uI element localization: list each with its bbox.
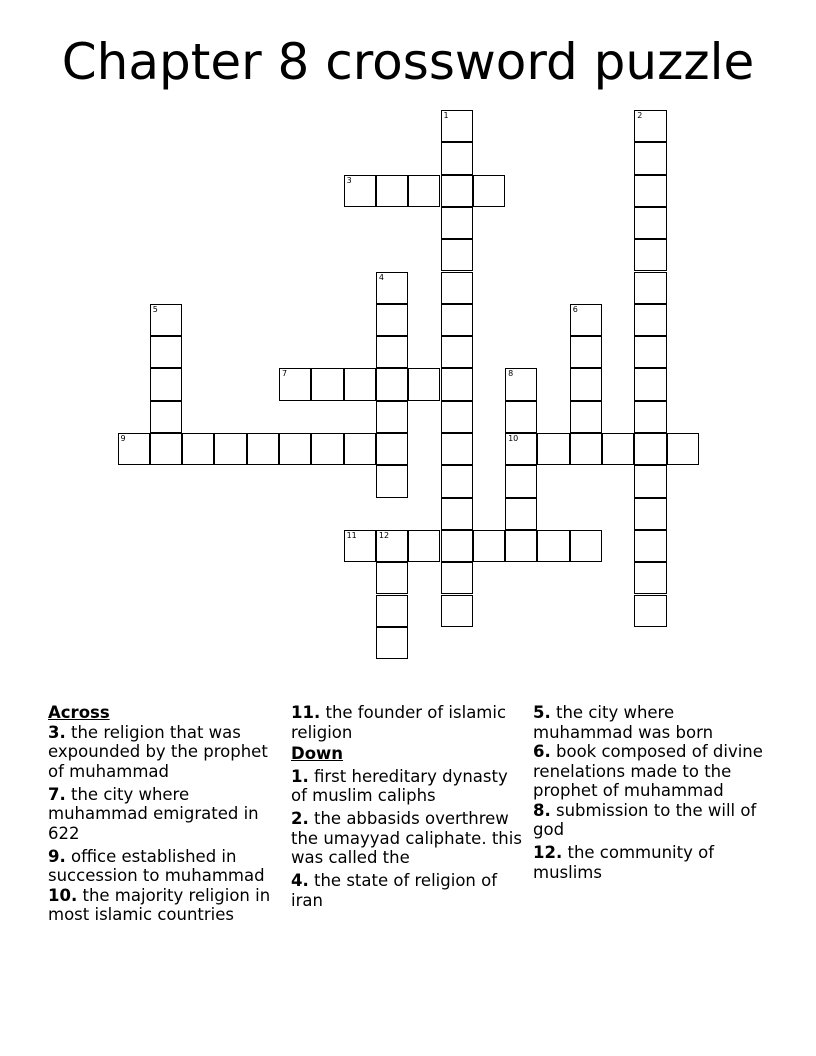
- clue-number: 7.: [48, 784, 66, 804]
- grid-cell[interactable]: [344, 530, 376, 562]
- clue-number: 4.: [291, 871, 309, 890]
- grid-cell[interactable]: [505, 465, 537, 497]
- grid-cell[interactable]: [441, 368, 473, 400]
- grid-cell[interactable]: [279, 433, 311, 465]
- clue-text: submission to the will of god: [533, 800, 757, 839]
- clue-number: 2.: [291, 809, 309, 828]
- grid-cell[interactable]: [505, 401, 537, 433]
- cell-number: 1: [443, 111, 449, 120]
- grid-cell[interactable]: [441, 530, 473, 562]
- cell-number: 8: [508, 369, 514, 379]
- clue-number: 9.: [48, 846, 66, 866]
- cell-number: 11: [346, 530, 357, 540]
- grid-cell[interactable]: [376, 595, 408, 627]
- grid-cell[interactable]: [505, 433, 537, 465]
- grid-cell[interactable]: [441, 401, 473, 433]
- grid-cell[interactable]: [634, 272, 666, 304]
- grid-cell[interactable]: [634, 110, 666, 142]
- grid-cell[interactable]: [441, 595, 473, 627]
- cell-number: 12: [378, 530, 390, 540]
- grid-cell[interactable]: [441, 272, 473, 304]
- grid-cell[interactable]: [634, 498, 666, 530]
- cell-number: 6: [572, 304, 578, 314]
- grid-cell[interactable]: [634, 465, 666, 497]
- clue-across-10: [48, 886, 284, 925]
- clue-across-9: [48, 847, 284, 886]
- grid-cell[interactable]: [441, 142, 473, 174]
- grid-cell[interactable]: [376, 562, 408, 594]
- grid-cell[interactable]: [634, 433, 666, 465]
- grid-cell[interactable]: [441, 433, 473, 465]
- grid-cell[interactable]: [311, 368, 343, 400]
- grid-cell[interactable]: [634, 175, 666, 207]
- clue-number: 5.: [533, 703, 551, 722]
- down-heading: Down: [291, 744, 344, 763]
- grid-cell[interactable]: [634, 368, 666, 400]
- clue-text: book composed of divine renelations made to the prophet of muhammad: [533, 742, 763, 800]
- clues-column-3: [533, 703, 769, 886]
- clue-text: the founder of islamic religion: [291, 703, 507, 742]
- clue-text: the majority religion in most islamic countries: [48, 885, 271, 924]
- grid-cell[interactable]: [634, 239, 666, 271]
- clue-down-6: [533, 742, 769, 801]
- grid-cell[interactable]: [441, 562, 473, 594]
- page-title: Chapter 8 crossword puzzle: [61, 33, 755, 91]
- grid-cell[interactable]: [376, 530, 408, 562]
- clue-number: 8.: [533, 800, 551, 820]
- grid-cell[interactable]: [634, 207, 666, 239]
- grid-cell[interactable]: [118, 433, 150, 465]
- grid-cell[interactable]: [376, 401, 408, 433]
- cell-number: 2: [637, 111, 643, 120]
- grid-cell[interactable]: [376, 304, 408, 336]
- grid-cell[interactable]: [344, 175, 376, 207]
- across-heading: Across: [48, 703, 110, 722]
- grid-cell[interactable]: [570, 433, 602, 465]
- clue-across-11: [291, 703, 527, 742]
- grid-cell[interactable]: [634, 595, 666, 627]
- cell-number: 7: [282, 369, 288, 379]
- grid-cell[interactable]: [376, 627, 408, 659]
- clue-number: 3.: [48, 722, 66, 742]
- grid-cell[interactable]: [376, 272, 408, 304]
- grid-cell[interactable]: [634, 401, 666, 433]
- clue-down-5: [533, 703, 769, 742]
- cell-number: 9: [120, 434, 126, 443]
- clue-down-4: [291, 871, 527, 910]
- cell-number: 3: [346, 175, 352, 185]
- clue-across-7: [48, 785, 284, 844]
- clue-text: the city where muhammad emigrated in 622: [48, 784, 259, 843]
- clue-down-8: [533, 801, 769, 840]
- grid-cell[interactable]: [634, 304, 666, 336]
- grid-cell[interactable]: [537, 433, 569, 465]
- grid-cell[interactable]: [570, 368, 602, 400]
- clue-text: the city where muhammad was born: [533, 703, 714, 742]
- grid-cell[interactable]: [408, 530, 440, 562]
- grid-cell[interactable]: [150, 401, 182, 433]
- grid-cell[interactable]: [376, 336, 408, 368]
- grid-cell[interactable]: [570, 336, 602, 368]
- clue-text: the abbasids overthrew the umayyad caliphate. this was called the: [291, 809, 522, 867]
- cell-number: 5: [152, 304, 158, 314]
- grid-cell[interactable]: [634, 562, 666, 594]
- clue-across-3: [48, 723, 284, 782]
- grid-cell[interactable]: [376, 175, 408, 207]
- clue-number: 11.: [291, 703, 321, 722]
- grid-cell[interactable]: [150, 368, 182, 400]
- grid-cell[interactable]: [667, 433, 699, 465]
- clue-number: 6.: [533, 742, 551, 761]
- grid-cell[interactable]: [182, 433, 214, 465]
- grid-cell[interactable]: [505, 368, 537, 400]
- grid-cell[interactable]: [150, 304, 182, 336]
- grid-cell[interactable]: [441, 207, 473, 239]
- grid-cell[interactable]: [441, 336, 473, 368]
- clues-column-2: [291, 703, 527, 914]
- grid-cell[interactable]: [441, 465, 473, 497]
- grid-cell[interactable]: [570, 304, 602, 336]
- grid-cell[interactable]: [408, 368, 440, 400]
- grid-cell[interactable]: [376, 433, 408, 465]
- clue-down-2: [291, 809, 527, 868]
- clue-down-1: [291, 767, 527, 806]
- clue-down-12: [533, 843, 769, 882]
- grid-cell[interactable]: [214, 433, 246, 465]
- grid-cell[interactable]: [505, 530, 537, 562]
- clue-text: office established in succession to muhammad: [48, 846, 265, 885]
- cell-number: 4: [378, 272, 384, 282]
- grid-cell[interactable]: [376, 368, 408, 400]
- grid-cell[interactable]: [602, 433, 634, 465]
- grid-cell[interactable]: [441, 239, 473, 271]
- grid-cell[interactable]: [441, 110, 473, 142]
- grid-cell[interactable]: [505, 498, 537, 530]
- grid-cell[interactable]: [441, 175, 473, 207]
- clue-text: the religion that was expounded by the prophet of muhammad: [48, 722, 268, 781]
- grid-cell[interactable]: [441, 498, 473, 530]
- grid-cell[interactable]: [634, 530, 666, 562]
- cell-number: 10: [508, 434, 519, 443]
- clue-number: 1.: [291, 766, 309, 786]
- grid-cell[interactable]: [473, 175, 505, 207]
- grid-cell[interactable]: [344, 433, 376, 465]
- clue-text: the community of muslims: [533, 843, 715, 882]
- grid-cell[interactable]: [344, 368, 376, 400]
- grid-cell[interactable]: [150, 433, 182, 465]
- clue-number: 12.: [533, 843, 563, 862]
- clues-column-1: [48, 703, 284, 928]
- grid-cell[interactable]: [570, 530, 602, 562]
- grid-cell[interactable]: [473, 530, 505, 562]
- grid-cell[interactable]: [376, 465, 408, 497]
- clue-number: 10.: [48, 885, 78, 905]
- grid-cell[interactable]: [279, 368, 311, 400]
- clue-text: the state of religion of iran: [291, 871, 498, 910]
- grid-cell[interactable]: [441, 304, 473, 336]
- grid-cell[interactable]: [311, 433, 343, 465]
- grid-cell[interactable]: [634, 336, 666, 368]
- grid-cell[interactable]: [537, 530, 569, 562]
- clue-text: first hereditary dynasty of muslim caliphs: [291, 766, 508, 805]
- grid-cell[interactable]: [150, 336, 182, 368]
- grid-cell[interactable]: [247, 433, 279, 465]
- grid-cell[interactable]: [408, 175, 440, 207]
- grid-cell[interactable]: [570, 401, 602, 433]
- grid-cell[interactable]: [634, 142, 666, 174]
